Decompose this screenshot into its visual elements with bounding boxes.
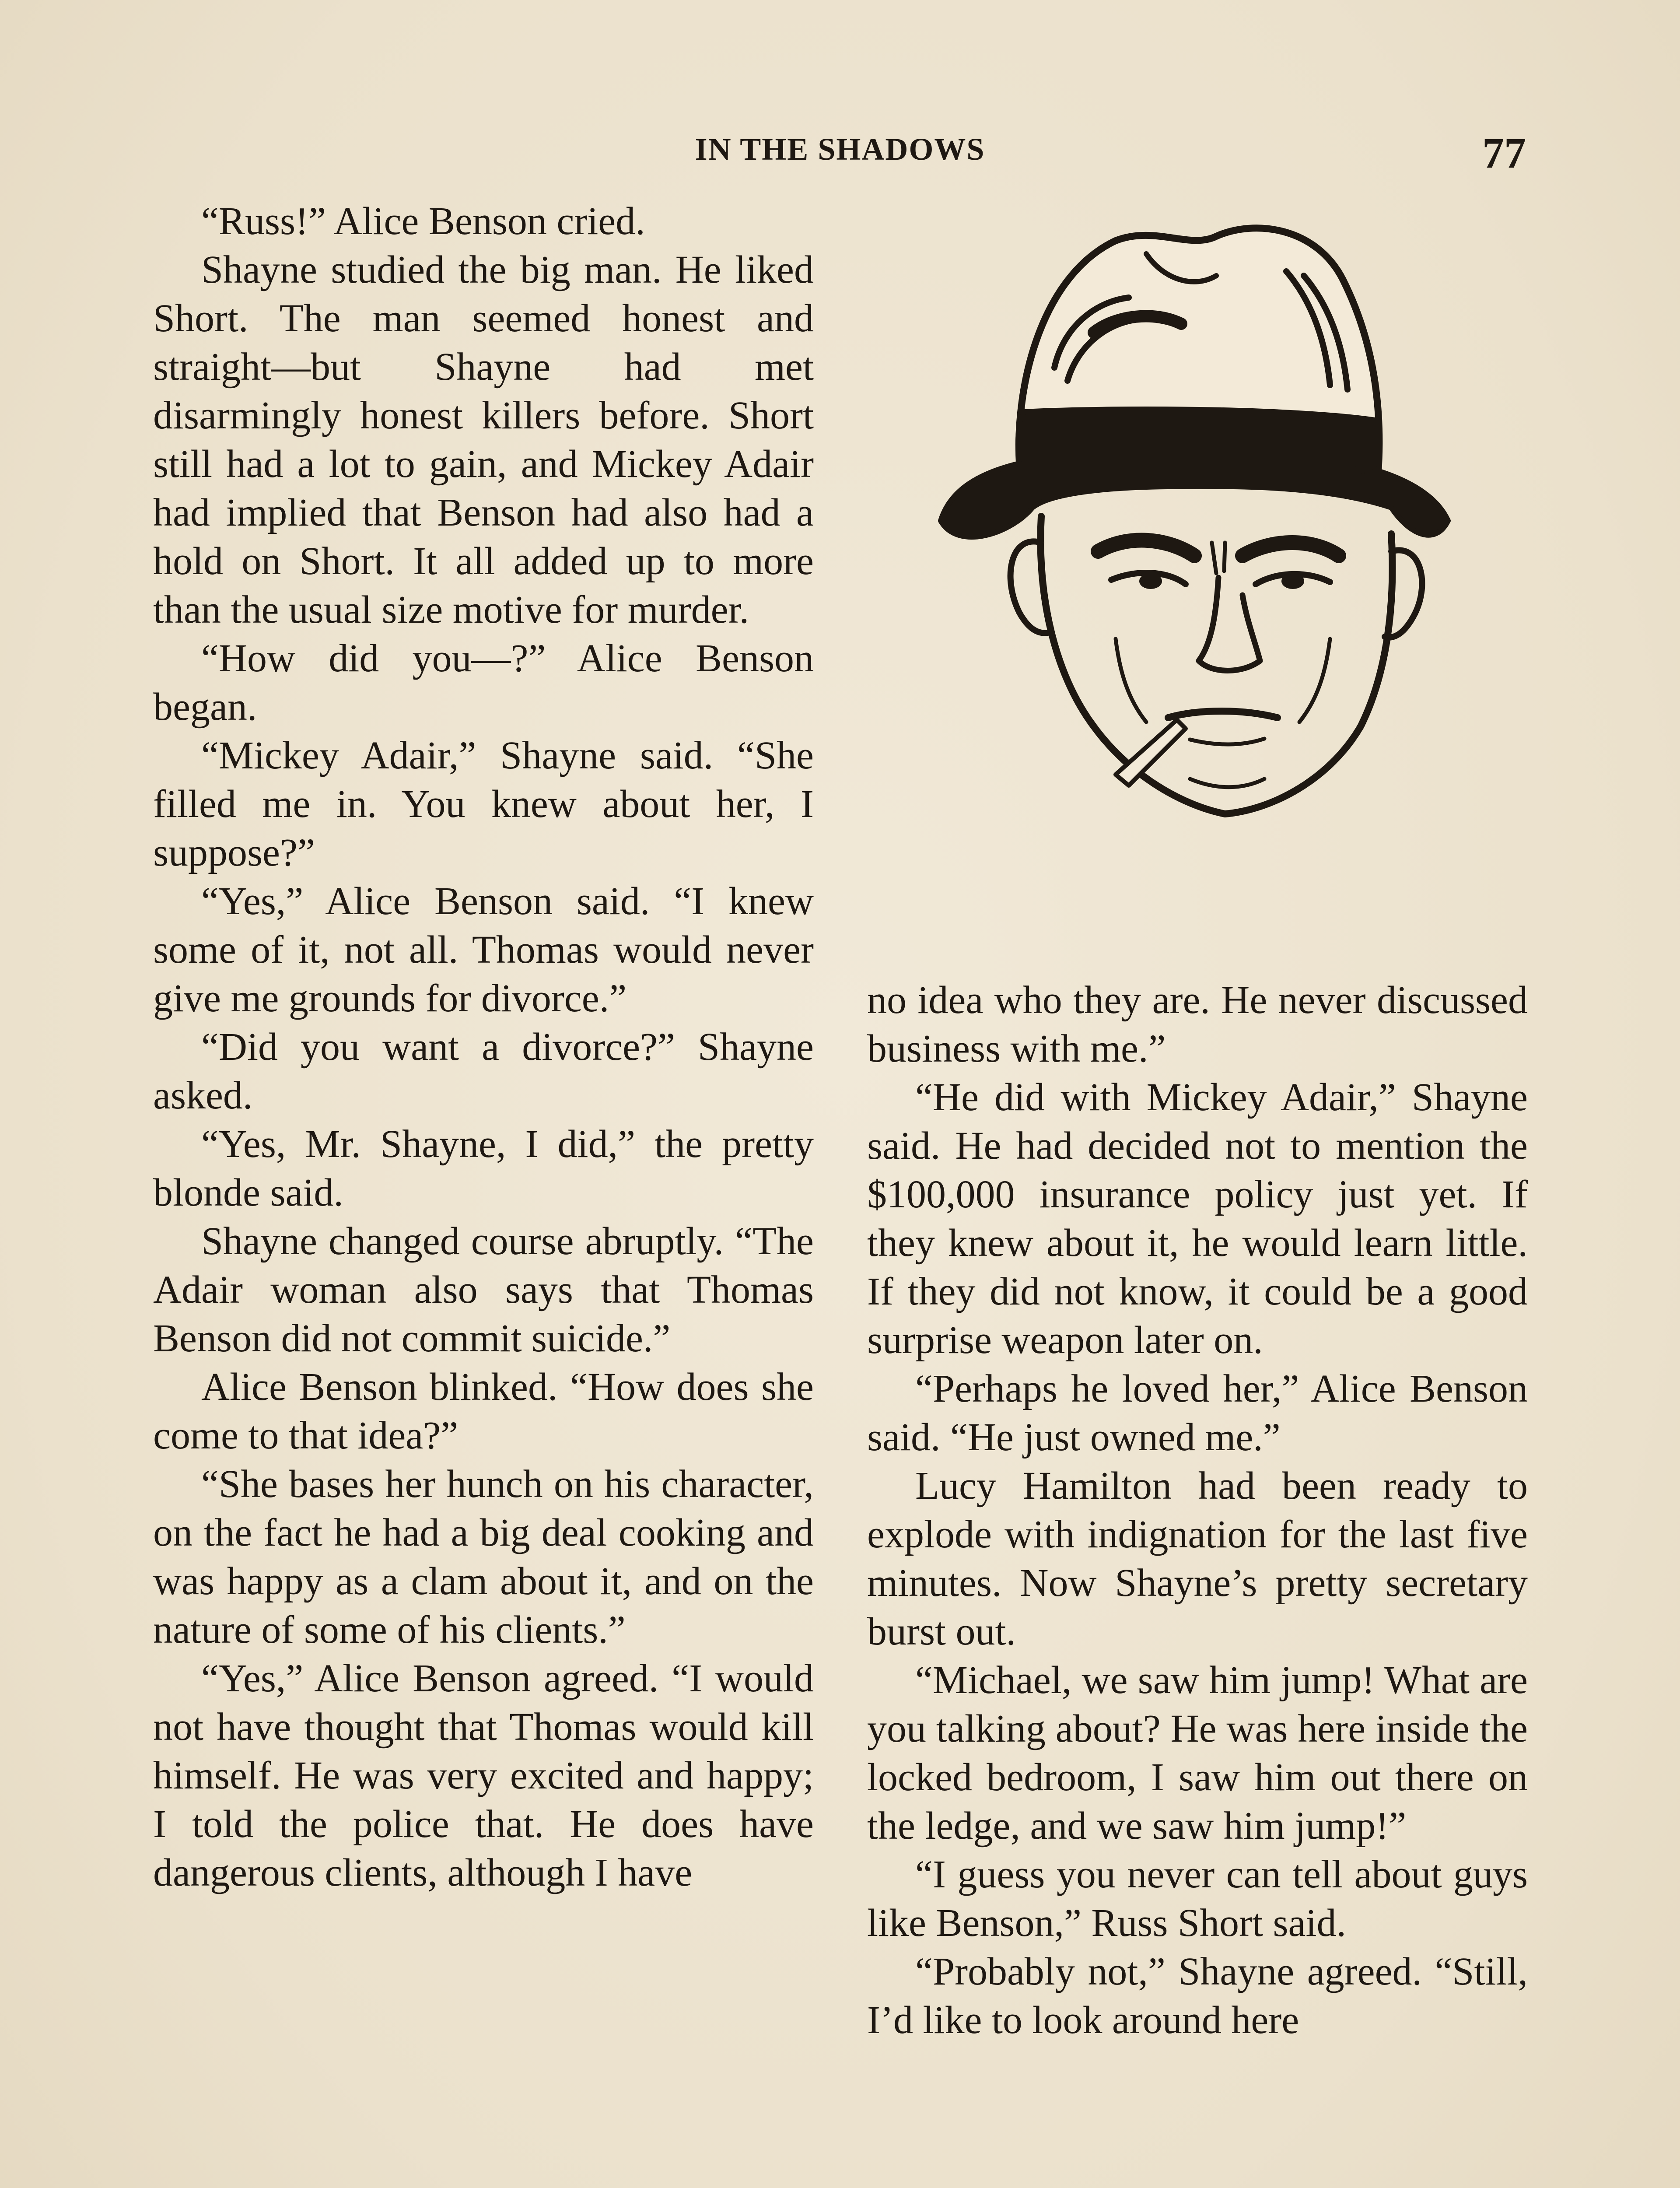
paragraph: “She bases her hunch on his character, on the fact he had a big deal cooking and was happy as a clam about it, and on the nature of some of his clients.” [153, 1462, 814, 1652]
nose [1199, 578, 1260, 671]
paragraph: “He did with Mickey Adair,” Shayne said. He had decided not to mention the $100,000 insurance policy just yet. If they knew about it, he would learn little. If they did not know, it could be a good surprise weapon later on. [867, 1076, 1528, 1362]
paragraph: “Yes,” Alice Benson agreed. “I would not have thought that Thomas would kill himself. He was very excited and happy; I told the police that. He does have dangerous clients, although I have [153, 1657, 814, 1894]
paragraph: Lucy Hamilton had been ready to explode with indignation for the last five minutes. Now Shayne’s pretty secretary burst out. [867, 1464, 1528, 1653]
paragraph: Alice Benson blinked. “How does she come to that idea?” [153, 1365, 814, 1457]
paragraph: Shayne changed course abruptly. “The Adair woman also says that Thomas Benson did not commit suicide.” [153, 1220, 814, 1360]
paragraph: Shayne studied the big man. He liked Short. The man seemed honest and straight—but Shayne had met disarmingly honest killers before. Short still had a lot to gain, and Mickey Adair had implied that Benson had also had a hold on Short. It all added up to more than the usual size motive for murder. [153, 248, 814, 631]
paragraph: “Russ!” Alice Benson cried. [201, 200, 645, 243]
page-number: 77 [1482, 129, 1526, 177]
paragraph: “I guess you never can tell about guys like Benson,” Russ Short said. [867, 1853, 1528, 1945]
paragraph: “Mickey Adair,” Shayne said. “She filled me in. You knew about her, I suppose?” [153, 734, 814, 874]
paragraph: “Probably not,” Shayne agreed. “Still, I’d like to look around here [867, 1950, 1528, 2042]
paragraph: “Yes, Mr. Shayne, I did,” the pretty blonde said. [153, 1122, 814, 1214]
paragraph: “Yes,” Alice Benson said. “I knew some of it, not all. Thomas would never give me grounds for divorce.” [153, 880, 814, 1020]
right-eyebrow [1242, 543, 1339, 556]
brow-crease [1212, 543, 1225, 573]
left-cheek-line [1116, 639, 1146, 722]
left-pupil [1139, 573, 1162, 589]
left-text-column [153, 197, 814, 1897]
chin-line [1190, 779, 1264, 787]
paragraph: “How did you—?” Alice Benson began. [153, 637, 814, 729]
paragraph: “Michael, we saw him jump! What are you talking about? He was here inside the locked bedroom, I saw him out there on the ledge, and we saw him jump!” [867, 1659, 1528, 1848]
right-pupil [1281, 573, 1304, 589]
running-header: IN THE SHADOWS [695, 132, 985, 167]
mouth [1168, 711, 1278, 718]
right-text-column [867, 976, 1528, 2044]
cigarette [1116, 720, 1186, 785]
paragraph: “Perhaps he loved her,” Alice Benson said. “He just owned me.” [867, 1367, 1528, 1459]
left-eyebrow [1098, 540, 1194, 556]
paragraph: “Did you want a divorce?” Shayne asked. [153, 1025, 814, 1117]
detective-illustration [910, 201, 1474, 866]
lower-lip [1190, 739, 1264, 744]
paragraph: no idea who they are. He never discussed business with me.” [867, 978, 1528, 1070]
right-cheek-line [1299, 639, 1330, 722]
